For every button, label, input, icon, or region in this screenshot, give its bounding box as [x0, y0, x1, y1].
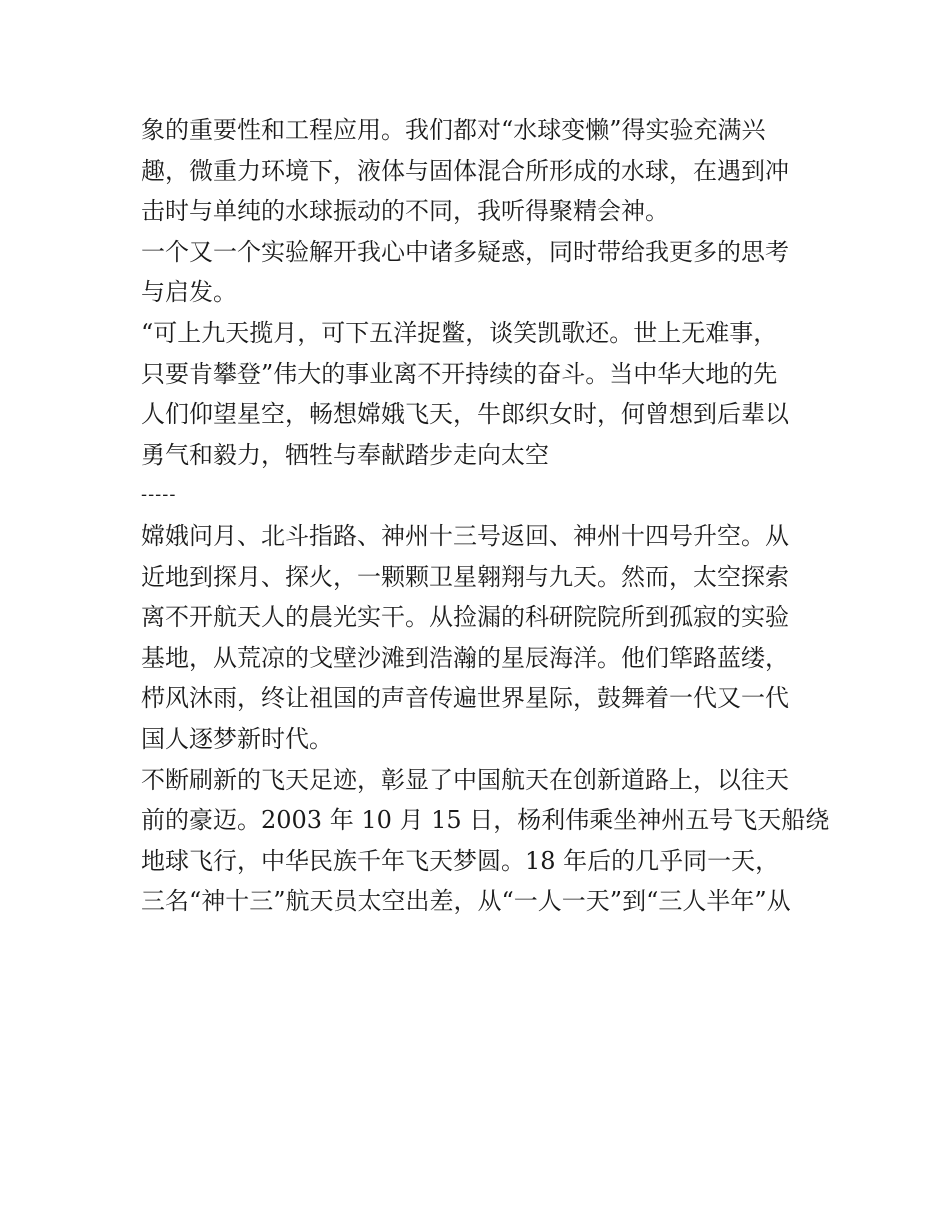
text-line: 趣，微重力环境下，液体与固体混合所形成的水球，在遇到冲 [141, 156, 789, 185]
text-line: 击时与单纯的水球振动的不同，我听得聚精会神。 [141, 197, 669, 226]
text-line: 一个又一个实验解开我心中诸多疑惑，同时带给我更多的思考 [141, 237, 789, 266]
text-line: 国人逐梦新时代。 [141, 724, 333, 753]
text-line: 基地，从荒凉的戈壁沙滩到浩瀚的星辰海洋。他们筚路蓝缕， [141, 643, 789, 672]
section-separator: ----- [141, 484, 177, 506]
text-line: 人们仰望星空，畅想嫦娥飞天，牛郎织女时，何曾想到后辈以 [141, 400, 789, 429]
text-line: 不断刷新的飞天足迹，彰显了中国航天在创新道路上，以往天 [141, 765, 789, 794]
text-line: 嫦娥问月、北斗指路、神州十三号返回、神州十四号升空。从 [141, 521, 789, 550]
text-line: 三名“神十三”航天员太空出差，从“一人一天”到“三人半年”从 [141, 887, 791, 916]
text-line: 只要肯攀登”伟大的事业离不开持续的奋斗。当中华大地的先 [141, 359, 778, 388]
text-line: 象的重要性和工程应用。我们都对“水球变懒”得实验充满兴 [141, 116, 766, 144]
document-body-text [141, 110, 831, 922]
text-line: 勇气和毅力，牺牲与奉献踏步走向太空 [141, 440, 549, 469]
text-line: 前的豪迈。2003 年 10 月 15 日，杨利伟乘坐神州五号飞天船绕 [141, 806, 830, 835]
text-line: “可上九天揽月，可下五洋捉鳖，谈笑凯歌还。世上无难事， [141, 318, 778, 347]
text-line: 栉风沐雨，终让祖国的声音传遍世界星际，鼓舞着一代又一代 [141, 684, 789, 713]
text-line: 地球飞行，中华民族千年飞天梦圆。18 年后的几乎同一天， [141, 846, 780, 875]
text-line: 离不开航天人的晨光实干。从捡漏的科研院院所到孤寂的实验 [141, 603, 789, 632]
text-line: 与启发。 [141, 278, 237, 307]
text-line: 近地到探月、探火，一颗颗卫星翱翔与九天。然而，太空探索 [141, 562, 789, 591]
